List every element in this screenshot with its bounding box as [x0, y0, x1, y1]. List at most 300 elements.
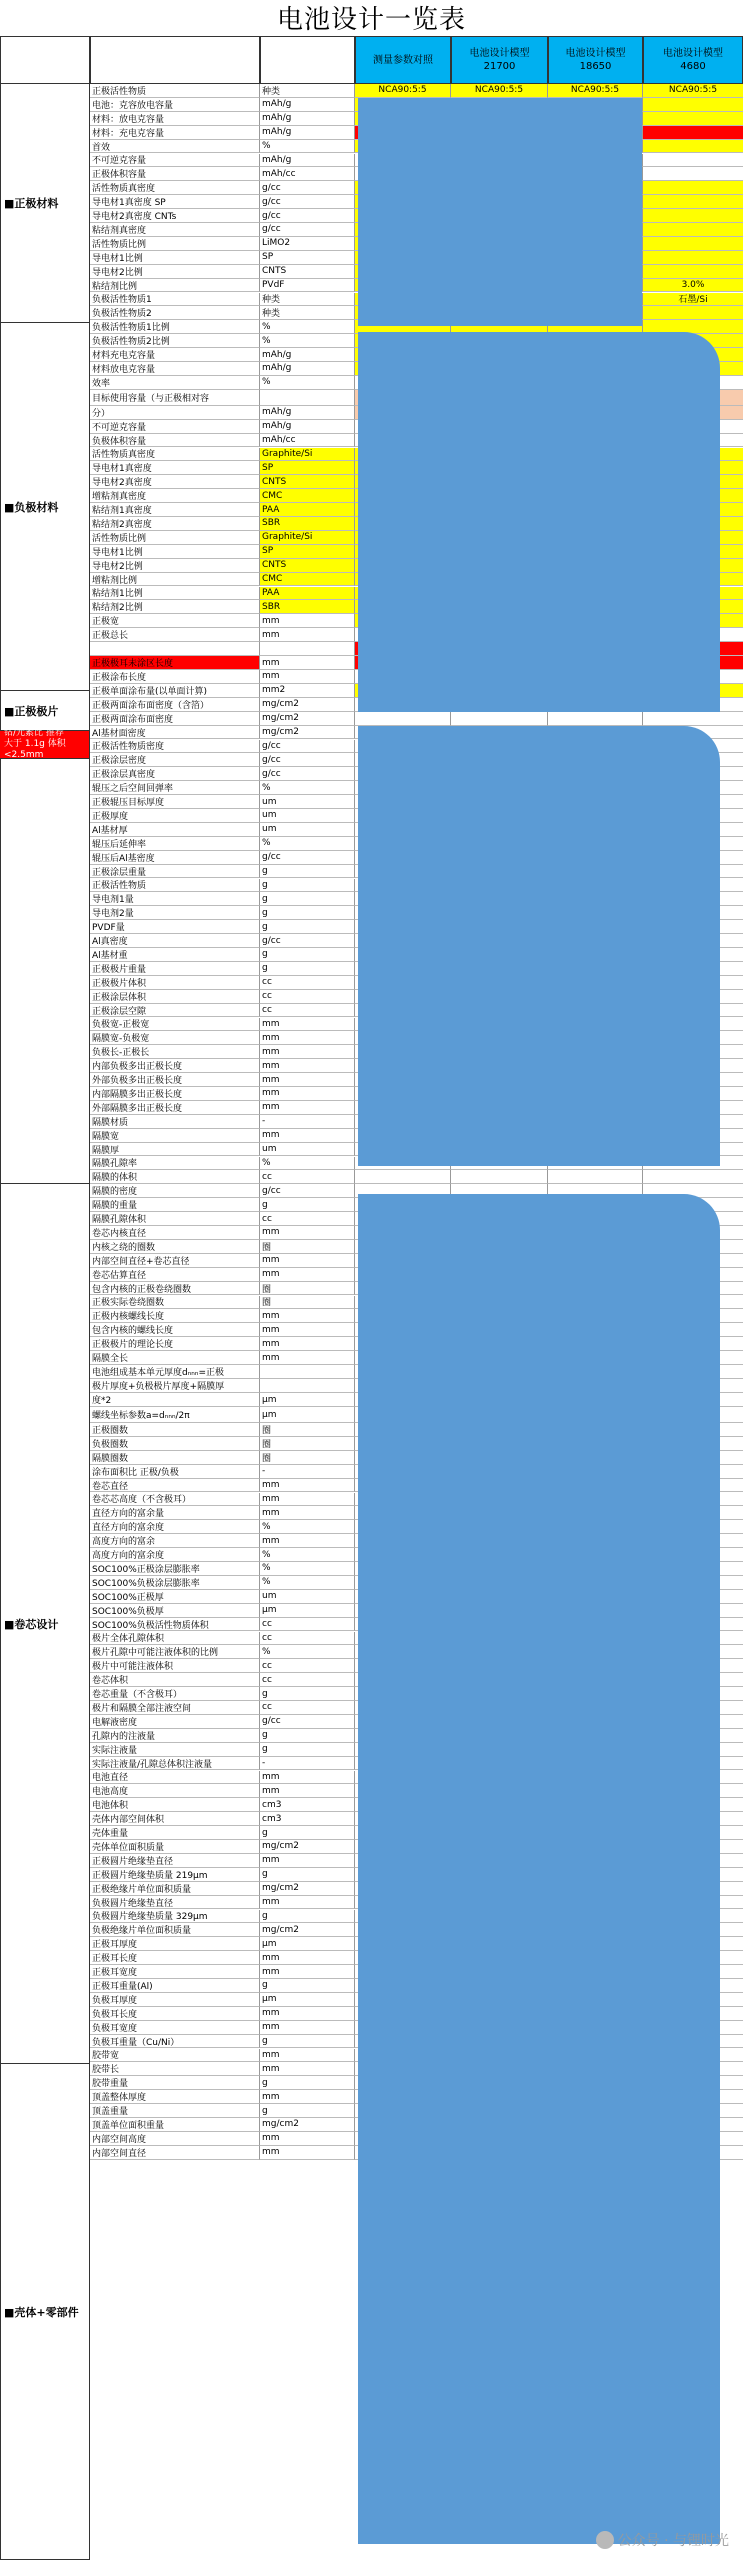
param-unit: um — [260, 823, 355, 837]
param-name: 电池体积 — [90, 1798, 260, 1812]
param-name: 正极体积容量 — [90, 167, 260, 181]
param-unit: SP — [260, 251, 355, 265]
param-name: 隔膜孔隙体积 — [90, 1212, 260, 1226]
param-unit: mm — [260, 2049, 355, 2063]
value-cell — [643, 154, 743, 168]
param-unit: g — [260, 892, 355, 906]
param-name: 首效 — [90, 140, 260, 154]
param-unit: mAh/g — [260, 112, 355, 126]
param-name: 正极耳厚度 — [90, 1937, 260, 1951]
param-name: 导电材1真密度 SP — [90, 195, 260, 209]
watermark-text: 公众号 · 与锂时光 — [617, 2533, 729, 2549]
param-name: 包含内核的螺线长度 — [90, 1323, 260, 1337]
param-unit: CNTS — [260, 559, 355, 573]
param-unit: g/cc — [260, 740, 355, 754]
param-name: SOC100%正极厚 — [90, 1590, 260, 1604]
param-name: 卷芯估算直径 — [90, 1268, 260, 1282]
design-table — [0, 36, 743, 2560]
param-name: 内核之绕的圈数 — [90, 1240, 260, 1254]
param-name: 直径方向的富余量 — [90, 1506, 260, 1520]
param-name: 正极圈数 — [90, 1423, 260, 1437]
param-unit: cc — [260, 1212, 355, 1226]
redaction-block — [358, 98, 642, 326]
page-title: 电池设计一览表 — [276, 5, 466, 35]
value-cell: 3.0% — [643, 279, 743, 293]
param-name: 电池组成基本单元厚度dₙₙₙ=正极 — [90, 1365, 260, 1379]
param-unit: mm — [260, 1896, 355, 1910]
value-cell — [548, 1170, 643, 1184]
param-unit: PAA — [260, 503, 355, 517]
param-name: 负极耳重量（Cu/Ni） — [90, 2035, 260, 2049]
redaction-block — [358, 332, 720, 712]
param-unit: g/cc — [260, 181, 355, 195]
param-unit — [260, 1379, 355, 1393]
param-unit: g — [260, 962, 355, 976]
param-unit: SP — [260, 545, 355, 559]
param-name: 负极体积容量 — [90, 434, 260, 448]
param-unit: mm — [260, 1059, 355, 1073]
param-name: 胶带重量 — [90, 2076, 260, 2090]
param-unit: mm — [260, 1268, 355, 1282]
header-model-21700: 电池设计模型 21700 — [451, 36, 548, 84]
param-unit: g — [260, 948, 355, 962]
param-unit: mm — [260, 1129, 355, 1143]
param-unit: % — [260, 320, 355, 334]
param-unit: mg/cm2 — [260, 712, 355, 726]
param-name: 材料充电克容量 — [90, 348, 260, 362]
param-name: 实际注液量/孔隙总体积注液量 — [90, 1757, 260, 1771]
param-unit: cm3 — [260, 1798, 355, 1812]
param-unit: g — [260, 1687, 355, 1701]
param-name: 内部隔膜多出正极长度 — [90, 1087, 260, 1101]
value-cell: NCA90:5:5 — [355, 84, 451, 98]
param-name: 电池：克容放电容量 — [90, 98, 260, 112]
param-name: 正极耳重量(Al) — [90, 1979, 260, 1993]
param-name: 增粘剂真密度 — [90, 489, 260, 503]
param-unit: mm — [260, 1101, 355, 1115]
param-unit: g/cc — [260, 209, 355, 223]
param-name: 负极宽-正极宽 — [90, 1018, 260, 1032]
value-cell — [643, 167, 743, 181]
param-unit: PVdF — [260, 279, 355, 293]
param-name: 负极耳长度 — [90, 2007, 260, 2021]
param-name: 卷芯芯高度（不含极耳） — [90, 1493, 260, 1507]
param-name: 正极极片的理论长度 — [90, 1337, 260, 1351]
param-unit: mm — [260, 1045, 355, 1059]
param-unit: mg/cm2 — [260, 1840, 355, 1854]
param-name: 正极实际卷绕圈数 — [90, 1296, 260, 1310]
param-name: 导电剂1量 — [90, 892, 260, 906]
param-name: 导电材2比例 — [90, 559, 260, 573]
param-name: 活性物质真密度 — [90, 181, 260, 195]
param-name: 粘结剂比例 — [90, 279, 260, 293]
param-name: 正极两面涂布面密度（含箔） — [90, 698, 260, 712]
param-name: 负极圈数 — [90, 1437, 260, 1451]
param-name: Al基材重 — [90, 948, 260, 962]
param-name: 目标使用容量（与正极相对容 — [90, 390, 260, 406]
value-cell — [451, 1170, 548, 1184]
param-unit: 圈 — [260, 1451, 355, 1465]
header-model-18650: 电池设计模型 18650 — [548, 36, 643, 84]
param-unit: mm — [260, 2090, 355, 2104]
header-blank-section — [0, 36, 90, 84]
param-unit: PAA — [260, 587, 355, 601]
param-unit: g/cc — [260, 753, 355, 767]
param-name: SOC100%负极厚 — [90, 1604, 260, 1618]
param-unit: mm — [260, 1506, 355, 1520]
param-unit: cm3 — [260, 1812, 355, 1826]
param-name: 直径方向的富余度 — [90, 1520, 260, 1534]
param-name: 正极涂层真密度 — [90, 767, 260, 781]
watermark — [596, 2530, 729, 2550]
param-name: 螺线坐标参数a=dₙₙₙ/2π — [90, 1407, 260, 1423]
param-unit: cc — [260, 1618, 355, 1632]
param-name: 隔膜的密度 — [90, 1184, 260, 1198]
param-unit: 种类 — [260, 84, 355, 98]
param-unit: % — [260, 1576, 355, 1590]
param-name: 极片全体孔隙体积 — [90, 1632, 260, 1646]
value-cell: 石墨/Si — [643, 293, 743, 307]
param-name: 隔膜材质 — [90, 1115, 260, 1129]
param-unit: 种类 — [260, 293, 355, 307]
param-name: 卷芯重量（不含极耳） — [90, 1687, 260, 1701]
param-name: 卷芯直径 — [90, 1479, 260, 1493]
param-unit: g — [260, 1868, 355, 1882]
param-name: 极片和隔膜全部注液空间 — [90, 1701, 260, 1715]
param-name: 正极圆片绝缘垫质量 219μm — [90, 1868, 260, 1882]
value-cell — [451, 712, 548, 726]
param-name: 实际注液量 — [90, 1743, 260, 1757]
param-name: 正极耳长度 — [90, 1951, 260, 1965]
param-name: 正极涂布长度 — [90, 670, 260, 684]
param-name: 粘结剂1真密度 — [90, 503, 260, 517]
param-unit: mg/cm2 — [260, 1882, 355, 1896]
param-name: 顶盖单位面积重量 — [90, 2118, 260, 2132]
section-cathode-sheet: ■正极极片 — [0, 691, 90, 731]
param-name: SOC100%负极活性物质体积 — [90, 1618, 260, 1632]
param-name: 卷芯体积 — [90, 1673, 260, 1687]
param-unit: mg/cm2 — [260, 726, 355, 740]
param-unit: cc — [260, 1673, 355, 1687]
section-cathode-material: ■正极材料 — [0, 84, 90, 323]
param-name: 极片厚度+负极极片厚度+隔膜厚 — [90, 1379, 260, 1393]
param-unit: um — [260, 1143, 355, 1157]
param-name: 负极耳厚度 — [90, 1993, 260, 2007]
param-unit: mAh/g — [260, 98, 355, 112]
param-name: 胶带长 — [90, 2062, 260, 2076]
param-unit: mm — [260, 1784, 355, 1798]
value-cell — [643, 237, 743, 251]
param-name: 隔膜宽-负极宽 — [90, 1031, 260, 1045]
param-unit: CMC — [260, 573, 355, 587]
param-name: 负极绝缘片单位面积质量 — [90, 1923, 260, 1937]
value-cell — [355, 712, 451, 726]
param-unit: 圈 — [260, 1437, 355, 1451]
param-unit: mAh/cc — [260, 167, 355, 181]
param-name: 负极活性物质2比例 — [90, 334, 260, 348]
param-unit: mm — [260, 2007, 355, 2021]
param-name: 内部空间直径 — [90, 2146, 260, 2160]
param-unit: SBR — [260, 600, 355, 614]
param-unit: 种类 — [260, 306, 355, 320]
param-unit: mg/cm2 — [260, 1923, 355, 1937]
table-row — [0, 712, 743, 726]
param-name: 顶盖重量 — [90, 2104, 260, 2118]
param-unit: cc — [260, 1004, 355, 1018]
param-unit: mm — [260, 2021, 355, 2035]
param-unit: SBR — [260, 517, 355, 531]
param-name: 内部负极多出正极长度 — [90, 1059, 260, 1073]
param-name: 高度方向的富余 — [90, 1534, 260, 1548]
param-name: 度*2 — [90, 1393, 260, 1407]
param-unit: mm — [260, 1018, 355, 1032]
param-unit: cc — [260, 1659, 355, 1673]
param-unit: g — [260, 2076, 355, 2090]
param-unit: 圈 — [260, 1240, 355, 1254]
param-name: 导电材1真密度 — [90, 461, 260, 475]
param-name: 导电材2真密度 CNTs — [90, 209, 260, 223]
param-name: 外部隔膜多出正极长度 — [90, 1101, 260, 1115]
param-name: 正极两面涂布面密度 — [90, 712, 260, 726]
param-name: 内部空间直径+卷芯直径 — [90, 1254, 260, 1268]
param-unit: g — [260, 1729, 355, 1743]
param-unit: % — [260, 376, 355, 390]
param-name: 材料放电克容量 — [90, 362, 260, 376]
param-unit: g — [260, 879, 355, 893]
param-unit: g/cc — [260, 1184, 355, 1198]
param-unit: - — [260, 1465, 355, 1479]
param-unit: mm — [260, 1493, 355, 1507]
param-name: 隔膜全长 — [90, 1351, 260, 1365]
param-name: 正极涂层密度 — [90, 753, 260, 767]
param-name: 负极活性物质1比例 — [90, 320, 260, 334]
param-unit: mAh/g — [260, 420, 355, 434]
param-unit: g — [260, 1743, 355, 1757]
param-unit: mg/cm2 — [260, 2118, 355, 2132]
param-name: 壳体内部空间体积 — [90, 1812, 260, 1826]
param-unit: mm — [260, 2062, 355, 2076]
value-cell — [643, 223, 743, 237]
param-unit: - — [260, 1115, 355, 1129]
value-cell — [643, 251, 743, 265]
param-name: 正极总长 — [90, 628, 260, 642]
param-unit: CMC — [260, 489, 355, 503]
param-unit: g — [260, 1979, 355, 1993]
param-unit: % — [260, 837, 355, 851]
param-unit: mm — [260, 1479, 355, 1493]
param-unit: mm — [260, 628, 355, 642]
param-unit: mm — [260, 1254, 355, 1268]
param-unit: mg/cm2 — [260, 698, 355, 712]
param-unit: % — [260, 1562, 355, 1576]
value-cell — [643, 306, 743, 320]
param-unit: mm — [260, 1965, 355, 1979]
param-name: 导电剂2量 — [90, 906, 260, 920]
param-name: 包含内核的正极卷绕圈数 — [90, 1282, 260, 1296]
param-name: 材料：放电克容量 — [90, 112, 260, 126]
param-unit: mm — [260, 1534, 355, 1548]
param-unit: mm — [260, 1226, 355, 1240]
param-name: 负极长-正极长 — [90, 1045, 260, 1059]
param-unit: g — [260, 2035, 355, 2049]
param-unit: CNTS — [260, 265, 355, 279]
param-name: 粘结剂1比例 — [90, 587, 260, 601]
value-cell: NCA90:5:5 — [451, 84, 548, 98]
param-name: 电池高度 — [90, 1784, 260, 1798]
param-name: 导电材1比例 — [90, 251, 260, 265]
value-cell — [643, 209, 743, 223]
param-unit: cc — [260, 1170, 355, 1184]
param-unit: cc — [260, 976, 355, 990]
param-name: 正极内核螺线长度 — [90, 1309, 260, 1323]
header-blank-name — [90, 36, 260, 84]
param-unit: 圈 — [260, 1296, 355, 1310]
param-name: 正极活性物质 — [90, 84, 260, 98]
value-cell — [643, 195, 743, 209]
param-name: 正极极片体积 — [90, 976, 260, 990]
param-name: Al基材厚 — [90, 823, 260, 837]
param-name: 粘结剂2比例 — [90, 600, 260, 614]
table-row — [0, 1170, 743, 1184]
param-name: 材料：充电克容量 — [90, 126, 260, 140]
param-unit: mAh/g — [260, 362, 355, 376]
value-cell — [643, 98, 743, 112]
param-unit: mm — [260, 1854, 355, 1868]
param-name: 负极活性物质2 — [90, 306, 260, 320]
param-name: 增粘剂比例 — [90, 573, 260, 587]
param-name: 正极单面涂布量(以单面计算) — [90, 684, 260, 698]
param-unit: % — [260, 1645, 355, 1659]
param-name: 负极耳宽度 — [90, 2021, 260, 2035]
param-name: 正极辊压目标厚度 — [90, 795, 260, 809]
param-unit — [260, 642, 355, 656]
param-name: 辊压之后空间回弹率 — [90, 781, 260, 795]
param-unit: mm — [260, 2132, 355, 2146]
param-name: 正极极耳未涂区长度 — [90, 656, 260, 670]
param-unit: g — [260, 1198, 355, 1212]
param-unit: g/cc — [260, 851, 355, 865]
header-blank-unit — [260, 36, 355, 84]
param-name: 壳体重量 — [90, 1826, 260, 1840]
param-unit: Graphite/Si — [260, 448, 355, 462]
param-name: 高度方向的富余度 — [90, 1548, 260, 1562]
param-unit: μm — [260, 1604, 355, 1618]
value-cell — [355, 1170, 451, 1184]
param-unit: mAh/g — [260, 406, 355, 420]
param-unit: um — [260, 809, 355, 823]
param-name: PVDF量 — [90, 920, 260, 934]
param-unit: % — [260, 140, 355, 154]
param-name: Al真密度 — [90, 934, 260, 948]
param-name: 隔膜的重量 — [90, 1198, 260, 1212]
param-unit: mAh/g — [260, 154, 355, 168]
redaction-block — [358, 726, 720, 1166]
param-unit: mm — [260, 2146, 355, 2160]
param-unit — [260, 1365, 355, 1379]
param-name: 导电材2真密度 — [90, 475, 260, 489]
param-unit: mm — [260, 1087, 355, 1101]
param-unit: g/cc — [260, 934, 355, 948]
param-name: 电解液密度 — [90, 1715, 260, 1729]
param-unit: % — [260, 1157, 355, 1171]
param-name — [90, 642, 260, 656]
param-name: 活性物质比例 — [90, 237, 260, 251]
param-unit: mm — [260, 1337, 355, 1351]
param-name: 导电材1比例 — [90, 545, 260, 559]
section-spacer — [0, 759, 90, 1184]
param-name: 隔膜宽 — [90, 1129, 260, 1143]
param-unit: cc — [260, 1701, 355, 1715]
value-cell — [643, 126, 743, 140]
param-unit: g/cc — [260, 195, 355, 209]
param-name: 效率 — [90, 376, 260, 390]
param-name: 卷芯内核直径 — [90, 1226, 260, 1240]
param-name: 正极涂层重量 — [90, 865, 260, 879]
param-unit: um — [260, 1590, 355, 1604]
param-unit: - — [260, 1757, 355, 1771]
param-name: 正极涂层空隙 — [90, 1004, 260, 1018]
param-unit: mAh/cc — [260, 434, 355, 448]
param-unit: mAh/g — [260, 348, 355, 362]
param-name: 孔隙内的注液量 — [90, 1729, 260, 1743]
value-cell — [643, 140, 743, 154]
param-name: 正极圆片绝缘垫直径 — [90, 1854, 260, 1868]
param-name: 负极圆片绝缘垫直径 — [90, 1896, 260, 1910]
param-unit: cc — [260, 1632, 355, 1646]
value-cell: NCA90:5:5 — [548, 84, 643, 98]
param-name: 导电材2比例 — [90, 265, 260, 279]
param-unit: mm — [260, 1771, 355, 1785]
param-name: 极片孔隙中可能注液体积的比例 — [90, 1645, 260, 1659]
param-unit: g/cc — [260, 1715, 355, 1729]
param-unit: mAh/g — [260, 126, 355, 140]
param-name: 正极活性物质密度 — [90, 740, 260, 754]
param-unit: % — [260, 1548, 355, 1562]
param-name: 电池直径 — [90, 1771, 260, 1785]
param-unit: g — [260, 2104, 355, 2118]
table-row — [0, 84, 743, 98]
param-unit: % — [260, 781, 355, 795]
param-unit: g/cc — [260, 767, 355, 781]
param-name: 不可逆克容量 — [90, 420, 260, 434]
param-unit: mm — [260, 1951, 355, 1965]
param-name: 活性物质真密度 — [90, 448, 260, 462]
param-unit: mm — [260, 1309, 355, 1323]
value-cell: NCA90:5:5 — [643, 84, 743, 98]
param-name: 辊压后延伸率 — [90, 837, 260, 851]
param-name: 粘结剂真密度 — [90, 223, 260, 237]
param-unit: mm — [260, 1323, 355, 1337]
redaction-block — [358, 1194, 720, 2544]
param-name: 辊压后Al基密度 — [90, 851, 260, 865]
param-name: 极片中可能注液体积 — [90, 1659, 260, 1673]
header-model-4680: 电池设计模型 4680 — [643, 36, 743, 84]
param-name: SOC100%正极涂层膨胀率 — [90, 1562, 260, 1576]
param-name: 外部负极多出正极长度 — [90, 1073, 260, 1087]
param-unit: μm — [260, 1993, 355, 2007]
param-name: 涂布面积比 正极/负极 — [90, 1465, 260, 1479]
param-unit: 圈 — [260, 1423, 355, 1437]
param-unit: μm — [260, 1393, 355, 1407]
param-unit: cc — [260, 990, 355, 1004]
param-unit: mm — [260, 670, 355, 684]
param-unit: g — [260, 1826, 355, 1840]
value-cell — [643, 1170, 743, 1184]
param-name: 壳体单位面积质量 — [90, 1840, 260, 1854]
param-name: 顶盖整体厚度 — [90, 2090, 260, 2104]
param-name: 正极厚度 — [90, 809, 260, 823]
param-unit: g — [260, 920, 355, 934]
